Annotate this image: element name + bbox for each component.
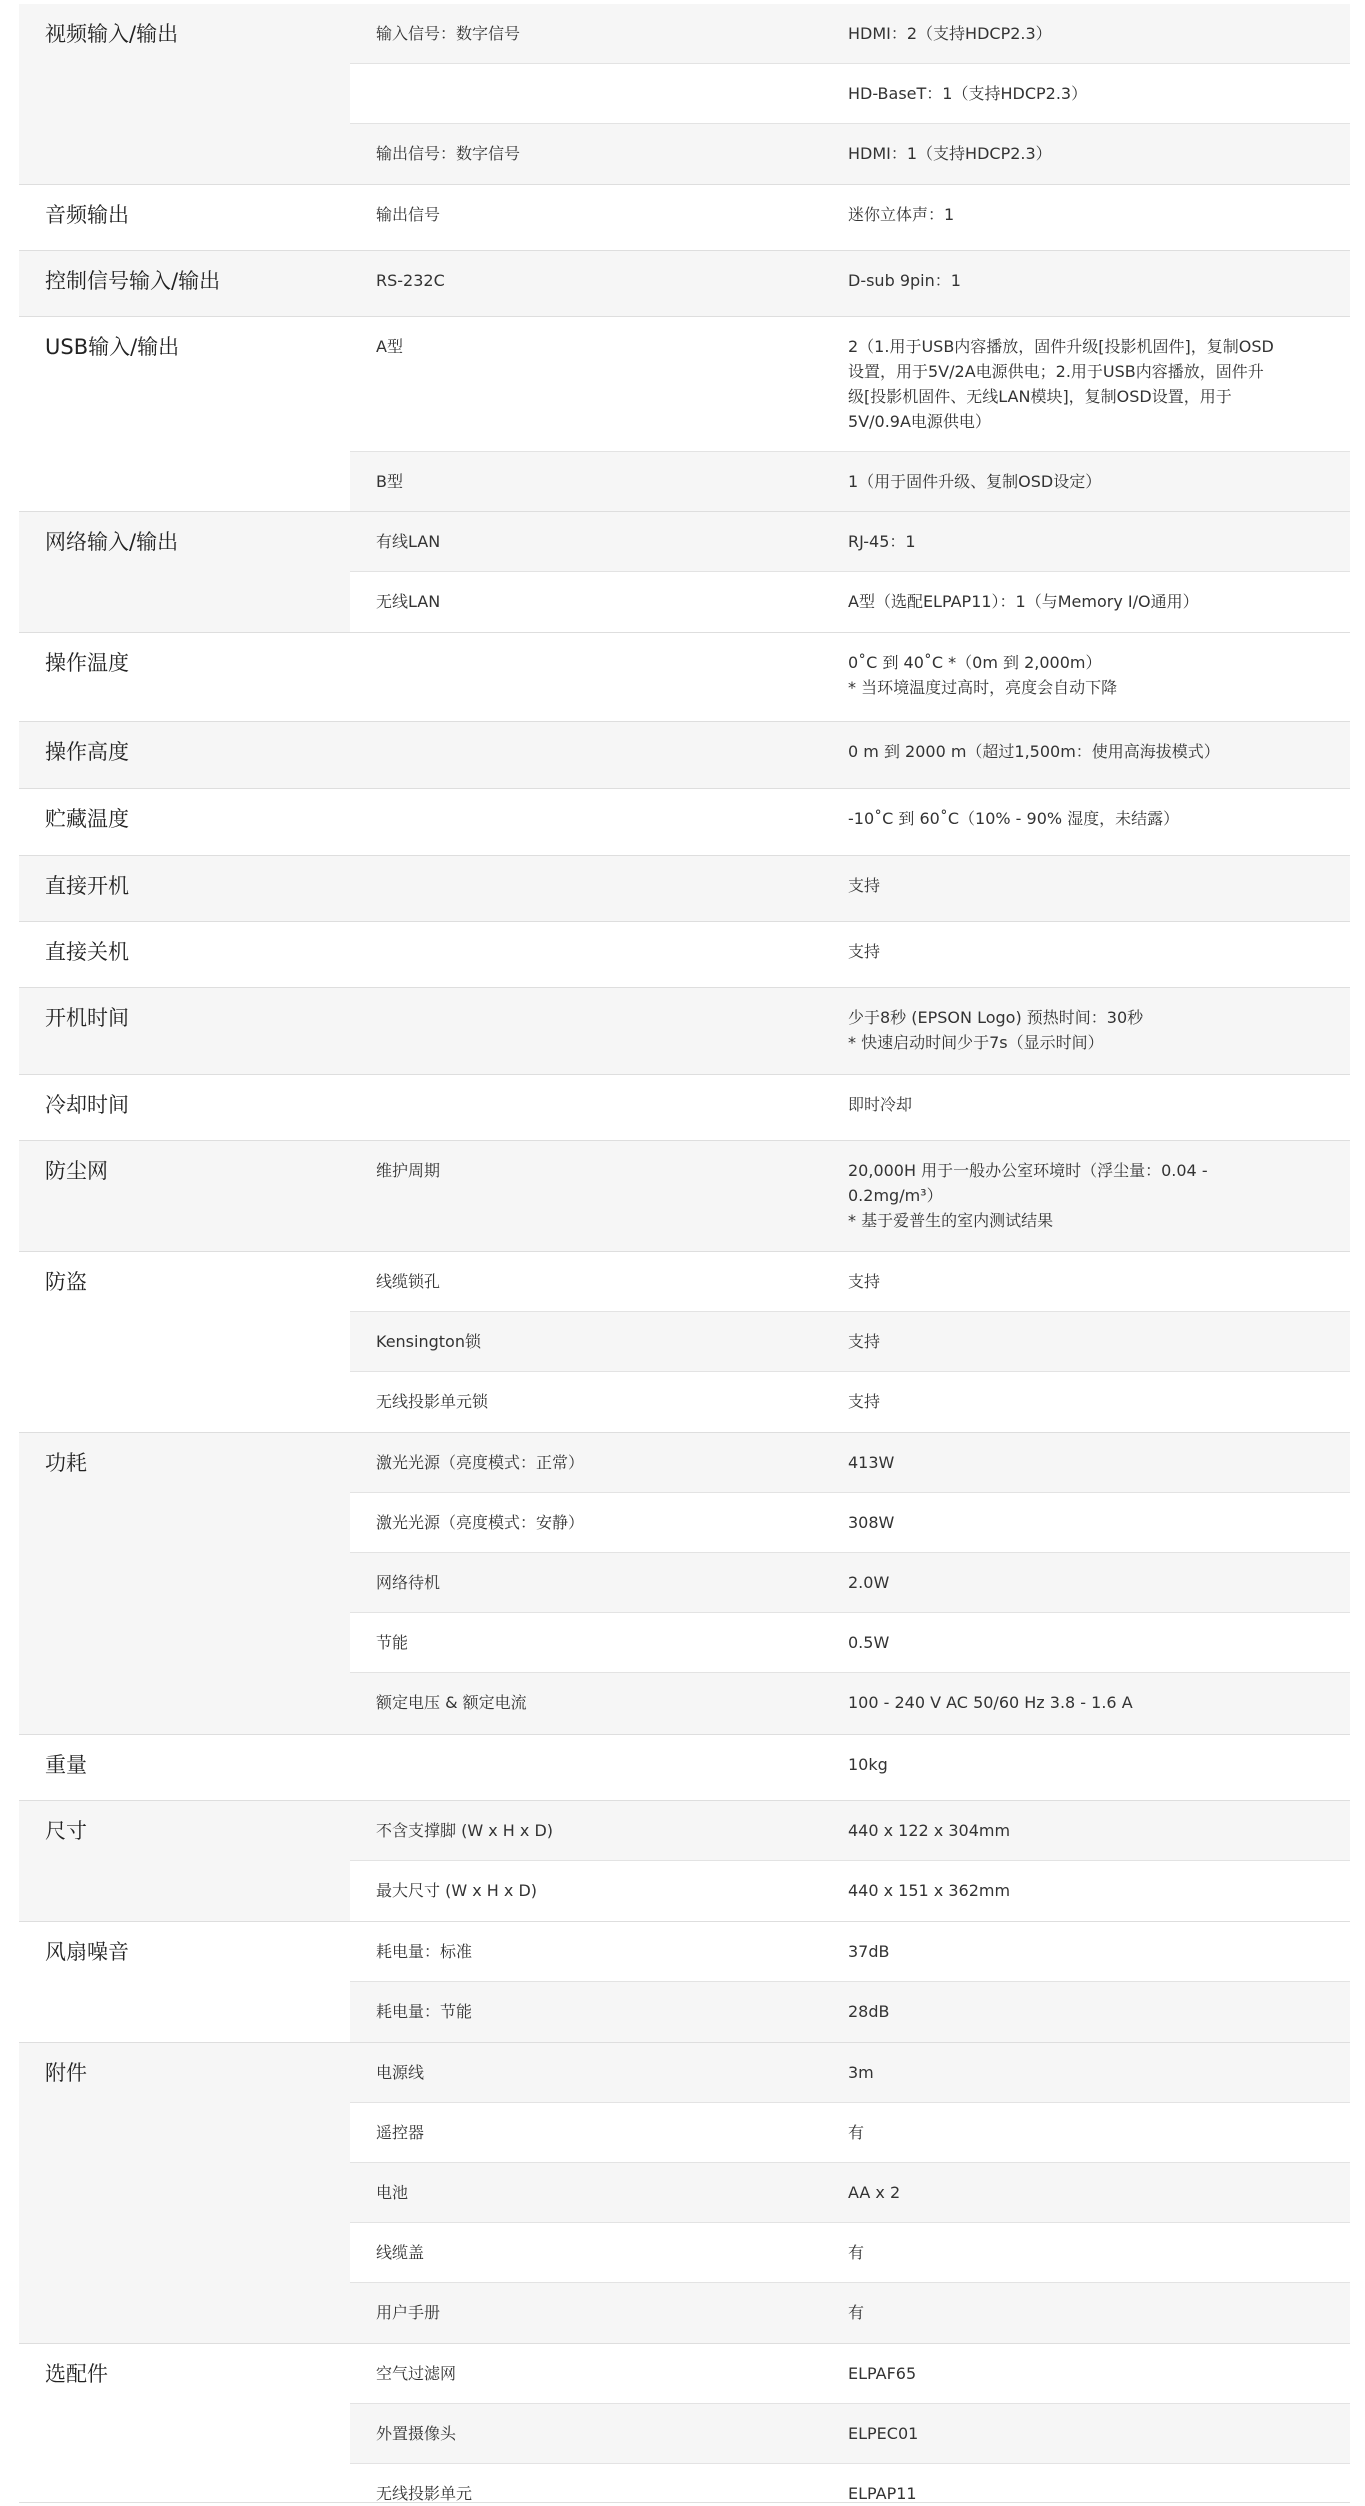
- spec-label: 遥控器: [376, 2123, 425, 2142]
- spec-value-line: 37dB: [848, 1942, 890, 1961]
- spec-row: [350, 922, 1350, 987]
- spec-label: 用户手册: [376, 2303, 441, 2322]
- spec-value: [848, 251, 1350, 316]
- spec-row: [350, 2162, 1350, 2222]
- spec-value-line: 3m: [848, 2063, 874, 2082]
- spec-value: [848, 988, 1350, 1074]
- spec-value: [848, 1735, 1350, 1800]
- spec-value: [848, 1312, 1350, 1371]
- spec-group: [19, 4, 1350, 185]
- spec-group: [19, 789, 1350, 856]
- spec-group: [19, 722, 1350, 789]
- spec-label: [350, 64, 848, 123]
- spec-label: [350, 988, 848, 1074]
- spec-row: [350, 1075, 1350, 1140]
- spec-value: [848, 2223, 1350, 2282]
- spec-value: [848, 722, 1350, 788]
- spec-value: [848, 4, 1350, 63]
- spec-row: [350, 1735, 1350, 1800]
- spec-group: [19, 2344, 1350, 2503]
- spec-value: [848, 1801, 1350, 1860]
- spec-value-line: 440 x 122 x 304mm: [848, 1821, 1011, 1840]
- spec-row: [350, 2282, 1350, 2343]
- spec-group: [19, 1801, 1350, 1922]
- spec-value-line: 10kg: [848, 1755, 888, 1774]
- spec-label: [350, 856, 848, 921]
- spec-group-name: 风扇噪音: [45, 1940, 129, 1964]
- spec-label: RS-232C: [376, 271, 445, 290]
- spec-group: [19, 1922, 1350, 2043]
- spec-group-name: 音频输出: [45, 203, 129, 227]
- spec-row: [350, 4, 1350, 63]
- spec-row: [350, 185, 1350, 250]
- spec-value-line: 413W: [848, 1453, 895, 1472]
- spec-row: [350, 1252, 1350, 1311]
- spec-label: 电池: [376, 2183, 409, 2202]
- spec-row: [350, 512, 1350, 571]
- spec-group: [19, 1433, 1350, 1735]
- spec-table: [19, 4, 1350, 2503]
- spec-group-name: 操作温度: [45, 651, 129, 675]
- spec-group-name: 防尘网: [45, 1159, 108, 1183]
- spec-value: [848, 124, 1350, 184]
- spec-row: [350, 1981, 1350, 2042]
- spec-value-line: 0 m 到 2000 m（超过1,500m：使用高海拔模式）: [848, 742, 1220, 761]
- spec-value-line: 有: [848, 2123, 865, 2142]
- spec-value: [848, 2464, 1350, 2502]
- spec-value-line: 即时冷却: [848, 1095, 913, 1114]
- spec-value: [848, 922, 1350, 987]
- spec-value-line: 迷你立体声：1: [848, 205, 955, 224]
- spec-group-name: 视频输入/输出: [45, 22, 179, 46]
- spec-value: [848, 64, 1350, 123]
- spec-group-name: 网络输入/输出: [45, 530, 179, 554]
- spec-value-line: 0˚C 到 40˚C *（0m 到 2,000m）: [848, 653, 1102, 672]
- spec-value-line: 5V/0.9A电源供电）: [848, 412, 991, 431]
- spec-group: [19, 512, 1350, 633]
- spec-value: [848, 1433, 1350, 1492]
- spec-group-name: 尺寸: [45, 1819, 87, 1843]
- spec-group-name: 直接开机: [45, 874, 129, 898]
- spec-value-line: 支持: [848, 942, 881, 961]
- spec-label: 空气过滤网: [376, 2364, 457, 2383]
- spec-group-name: 选配件: [45, 2362, 108, 2386]
- spec-row: [350, 2344, 1350, 2403]
- spec-group: [19, 856, 1350, 922]
- spec-label: 线缆锁孔: [376, 1272, 441, 1291]
- spec-label: 无线投影单元锁: [376, 1392, 489, 1411]
- spec-row: [350, 1141, 1350, 1251]
- spec-value: [848, 1673, 1350, 1734]
- spec-row: [350, 571, 1350, 632]
- spec-label: [350, 1735, 848, 1800]
- spec-row: [350, 1552, 1350, 1612]
- spec-label: 额定电压 & 额定电流: [376, 1693, 527, 1712]
- spec-value-line: 28dB: [848, 2002, 890, 2021]
- spec-value-line: 100 - 240 V AC 50/60 Hz 3.8 - 1.6 A: [848, 1693, 1133, 1712]
- spec-value-line: * 快速启动时间少于7s（显示时间）: [848, 1033, 1104, 1052]
- spec-group: [19, 1735, 1350, 1801]
- spec-group-name: 控制信号输入/输出: [45, 269, 221, 293]
- spec-row: [350, 123, 1350, 184]
- spec-group: [19, 633, 1350, 722]
- spec-group: [19, 1252, 1350, 1433]
- spec-value-line: HDMI：2（支持HDCP2.3）: [848, 24, 1052, 43]
- spec-group-name: 直接关机: [45, 940, 129, 964]
- spec-value-line: 有: [848, 2243, 865, 2262]
- spec-value-line: 308W: [848, 1513, 895, 1532]
- spec-label: 电源线: [376, 2063, 425, 2082]
- spec-row: [350, 1433, 1350, 1492]
- spec-value-line: * 基于爱普生的室内测试结果: [848, 1211, 1054, 1230]
- spec-value-line: RJ-45：1: [848, 532, 916, 551]
- spec-row: [350, 451, 1350, 511]
- spec-label: 外置摄像头: [376, 2424, 457, 2443]
- spec-group-name: 防盗: [45, 1270, 87, 1294]
- spec-value-line: 0.2mg/m³）: [848, 1186, 943, 1205]
- spec-row: [350, 2222, 1350, 2282]
- spec-value: [848, 789, 1350, 855]
- spec-label: 耗电量：节能: [376, 2002, 473, 2021]
- spec-row: [350, 789, 1350, 855]
- spec-value-line: 支持: [848, 876, 881, 895]
- spec-label: B型: [376, 472, 403, 491]
- spec-value-line: ELPEC01: [848, 2424, 919, 2443]
- spec-label: 不含支撑脚 (W x H x D): [376, 1821, 554, 1840]
- spec-value: [848, 1372, 1350, 1432]
- spec-row: [350, 1801, 1350, 1860]
- spec-value: [848, 2043, 1350, 2102]
- spec-value-line: ELPAF65: [848, 2364, 917, 2383]
- spec-row: [350, 1371, 1350, 1432]
- spec-value: [848, 1493, 1350, 1552]
- spec-value: [848, 2163, 1350, 2222]
- spec-group-name: 附件: [45, 2061, 87, 2085]
- spec-value: [848, 633, 1350, 721]
- spec-row: [350, 317, 1350, 451]
- spec-row: [350, 2403, 1350, 2463]
- spec-value-line: 支持: [848, 1332, 881, 1351]
- spec-group: [19, 1075, 1350, 1141]
- spec-value-line: 级[投影机固件、无线LAN模块]，复制OSD设置，用于: [848, 387, 1232, 406]
- spec-row: [350, 1612, 1350, 1672]
- spec-row: [350, 722, 1350, 788]
- spec-label: 激光光源（亮度模式：安静）: [376, 1513, 585, 1532]
- spec-label: [350, 1075, 848, 1140]
- spec-row: [350, 1492, 1350, 1552]
- spec-value: [848, 1922, 1350, 1981]
- spec-group: [19, 251, 1350, 317]
- spec-row: [350, 63, 1350, 123]
- spec-value: [848, 1613, 1350, 1672]
- spec-value-line: 设置，用于5V/2A电源供电；2.用于USB内容播放，固件升: [848, 362, 1264, 381]
- spec-value: [848, 1861, 1350, 1921]
- spec-value-line: 440 x 151 x 362mm: [848, 1881, 1011, 1900]
- spec-label: 节能: [376, 1633, 409, 1652]
- spec-value-line: HD-BaseT：1（支持HDCP2.3）: [848, 84, 1088, 103]
- spec-row: [350, 988, 1350, 1074]
- spec-value: [848, 1141, 1350, 1251]
- spec-group: [19, 2043, 1350, 2344]
- spec-label: 输入信号：数字信号: [376, 24, 521, 43]
- spec-row: [350, 856, 1350, 921]
- spec-value-line: 支持: [848, 1272, 881, 1291]
- spec-group: [19, 317, 1350, 512]
- spec-group-name: 操作高度: [45, 740, 129, 764]
- spec-group-name: USB输入/输出: [45, 335, 180, 359]
- spec-row: [350, 251, 1350, 316]
- spec-value: [848, 1075, 1350, 1140]
- spec-value: [848, 317, 1350, 451]
- spec-label: 输出信号: [376, 205, 441, 224]
- spec-value: [848, 452, 1350, 511]
- spec-value: [848, 185, 1350, 250]
- spec-value: [848, 572, 1350, 632]
- spec-label: 线缆盖: [376, 2243, 425, 2262]
- spec-value-line: -10˚C 到 60˚C（10% - 90% 湿度，未结露）: [848, 809, 1180, 828]
- spec-value: [848, 2103, 1350, 2162]
- spec-value: [848, 1982, 1350, 2042]
- spec-value: [848, 2283, 1350, 2343]
- spec-label: 耗电量：标准: [376, 1942, 473, 1961]
- spec-value-line: ELPAP11: [848, 2484, 917, 2503]
- spec-row: [350, 1860, 1350, 1921]
- spec-label: Kensington锁: [376, 1332, 481, 1351]
- spec-label: 输出信号：数字信号: [376, 144, 521, 163]
- spec-label: [350, 633, 848, 721]
- spec-group: [19, 185, 1350, 251]
- spec-label: 最大尺寸 (W x H x D): [376, 1881, 538, 1900]
- spec-value: [848, 2404, 1350, 2463]
- spec-label: 网络待机: [376, 1573, 441, 1592]
- spec-group: [19, 988, 1350, 1075]
- spec-value-line: * 当环境温度过高时，亮度会自动下降: [848, 678, 1118, 697]
- spec-value-line: 20,000H 用于一般办公室环境时（浮尘量：0.04 -: [848, 1161, 1208, 1180]
- spec-value: [848, 512, 1350, 571]
- spec-group: [19, 922, 1350, 988]
- spec-label: 无线LAN: [376, 592, 441, 611]
- spec-label: 有线LAN: [376, 532, 441, 551]
- spec-value-line: AA x 2: [848, 2183, 901, 2202]
- spec-row: [350, 1311, 1350, 1371]
- spec-label: [350, 722, 848, 788]
- spec-row: [350, 1922, 1350, 1981]
- spec-row: [350, 1672, 1350, 1734]
- spec-label: [350, 922, 848, 987]
- spec-value: [848, 2344, 1350, 2403]
- spec-label: 维护周期: [376, 1161, 441, 1180]
- spec-label: A型: [376, 337, 403, 356]
- spec-row: [350, 2102, 1350, 2162]
- spec-label: 无线投影单元: [376, 2484, 473, 2503]
- spec-value: [848, 1252, 1350, 1311]
- spec-value-line: 0.5W: [848, 1633, 890, 1652]
- spec-value-line: D-sub 9pin：1: [848, 271, 961, 290]
- spec-value-line: 1（用于固件升级、复制OSD设定）: [848, 472, 1102, 491]
- spec-row: [350, 2043, 1350, 2102]
- spec-group-name: 开机时间: [45, 1006, 129, 1030]
- spec-group-name: 贮藏温度: [45, 807, 129, 831]
- spec-value-line: 有: [848, 2303, 865, 2322]
- spec-group-name: 冷却时间: [45, 1093, 129, 1117]
- spec-group-name: 重量: [45, 1753, 87, 1777]
- spec-value-line: 2.0W: [848, 1573, 890, 1592]
- spec-value-line: A型（选配ELPAP11）：1（与Memory I/O通用）: [848, 592, 1199, 611]
- spec-row: [350, 633, 1350, 721]
- spec-group-name: 功耗: [45, 1451, 87, 1475]
- spec-group: [19, 1141, 1350, 1252]
- spec-value-line: HDMI：1（支持HDCP2.3）: [848, 144, 1052, 163]
- spec-value: [848, 1553, 1350, 1612]
- spec-value-line: 支持: [848, 1392, 881, 1411]
- spec-label: [350, 789, 848, 855]
- spec-value-line: 少于8秒 (EPSON Logo) 预热时间：30秒: [848, 1008, 1144, 1027]
- spec-value-line: 2（1.用于USB内容播放，固件升级[投影机固件]，复制OSD: [848, 337, 1274, 356]
- spec-value: [848, 856, 1350, 921]
- spec-label: 激光光源（亮度模式：正常）: [376, 1453, 585, 1472]
